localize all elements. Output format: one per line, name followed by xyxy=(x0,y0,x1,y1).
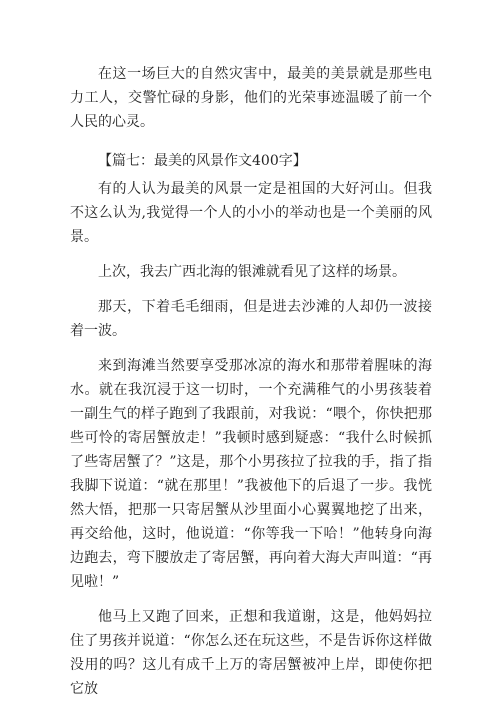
paragraph-beihai-trip: 上次，我去广西北海的银滩就看见了这样的场景。 xyxy=(98,264,406,280)
paragraph-opinion: 有的人认为最美的风景一定是祖国的大好河山。但我不这么认为,我觉得一个人的小小的举动也是一个美丽的风景。 xyxy=(70,181,432,245)
paragraph-hermit-crab-story: 来到海滩当然要享受那冰凉的海水和那带着腥味的海水。就在我沉浸于这一切时，一个充满稚气的小男孩装着一副生气的样子跑到了我跟前，对我说：“喂个，你快把那些可怜的寄居蟹放走！”我顿时感到疑惑：“我什么时候抓了些寄居蟹了？”这是，那个小男孩拉了拉我的手，指了指我脚下说道：“就在那里！”我被他下的后退了一步。我恍然大悟，把那一只寄居蟹从沙里面小心翼翼地挖了出来，再交给他，这时，他说道：“你等我一下哈！”他转身向海边跑去，弯下腰放走了寄居蟹，再向着大海大声叫道：“再见啦！” xyxy=(70,358,432,590)
paragraph-mother-scene: 他马上又跑了回来，正想和我道谢，这是，他妈妈拉住了男孩并说道：“你怎么还在玩这些，不是告诉你这样做没用的吗？这儿有成千上万的寄居蟹被冲上岸，即使你把它放 xyxy=(70,609,432,697)
text-column xyxy=(70,62,432,701)
section-heading-chapter-seven: 【篇七：最美的风景作文400字】 xyxy=(98,153,307,169)
paragraph-disaster-workers: 在这一场巨大的自然灾害中，最美的美景就是那些电力工人，交警忙碌的身影，他们的光荣事迹温暖了前一个人民的心灵。 xyxy=(70,66,432,130)
paragraph-drizzle: 那天，下着毛毛细雨，但是进去沙滩的人却仍一波接着一波。 xyxy=(70,299,432,339)
